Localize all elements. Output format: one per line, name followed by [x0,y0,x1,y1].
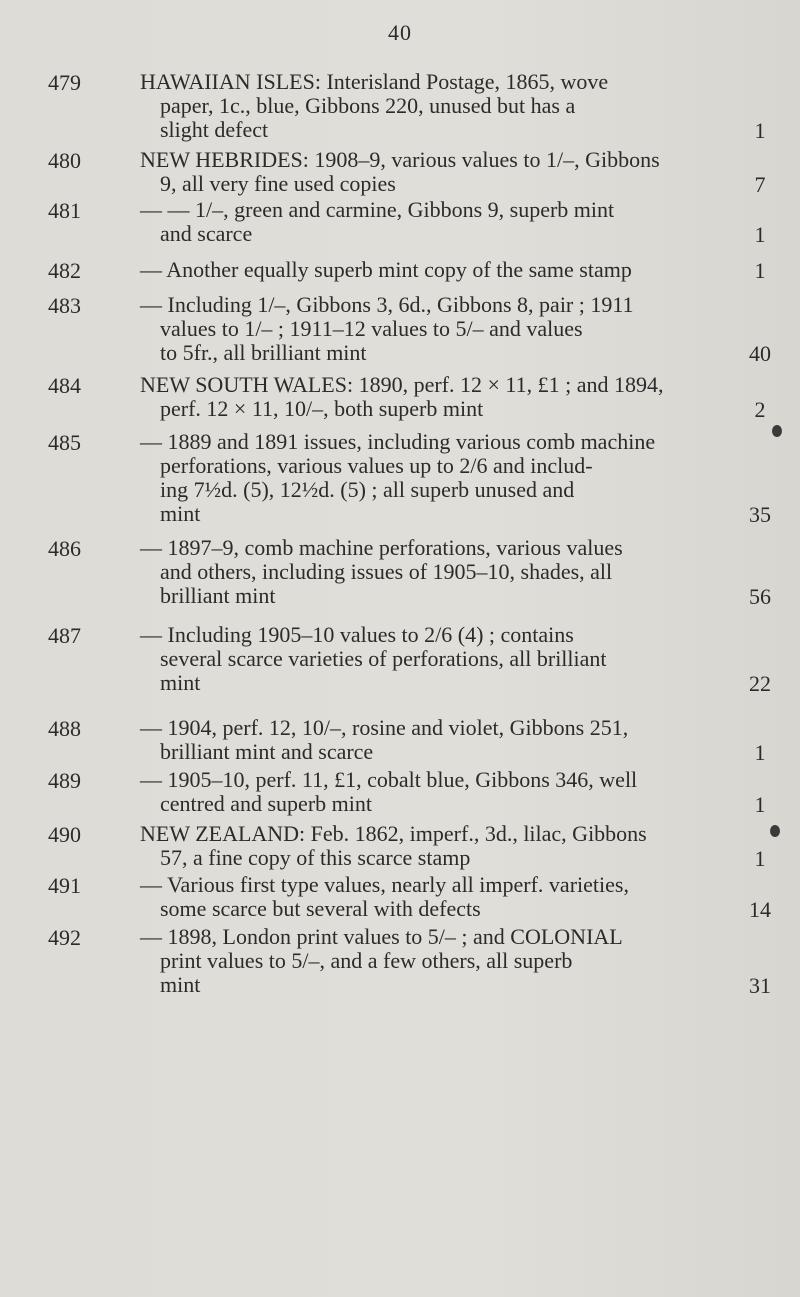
lot-description-line: and scarce [160,221,253,246]
lot-description [140,768,695,816]
lot-number: 479 [48,70,81,95]
lot-description-line: ing 7½d. (5), 12½d. (5) ; all superb unused and [160,477,575,502]
lot-description-line: brilliant mint [160,583,276,608]
lot-number: 484 [48,373,81,398]
lot-price: 35 [749,502,771,527]
lot-description-line: 57, a fine copy of this scarce stamp [160,845,471,870]
lot-price: 1 [754,258,766,283]
lot-price: 22 [749,671,771,696]
lot-description [140,873,695,921]
lot-description [140,373,695,421]
lot-description-line: centred and superb mint [160,791,372,816]
lot-description-line: — Including 1/–, Gibbons 3, 6d., Gibbons 8, pair ; 1911 [140,292,634,317]
lot-number: 482 [48,258,81,283]
lot-description-line: NEW SOUTH WALES: 1890, perf. 12 × 11, £1 ; and 1894, [140,372,664,397]
lot-description-line: some scarce but several with defects [160,896,481,921]
lot-description-line: slight defect [160,117,269,142]
lot-description-line: — 1905–10, perf. 11, £1, cobalt blue, Gibbons 346, well [140,767,638,792]
lot-description-line: perforations, various values up to 2/6 and includ- [160,453,593,478]
lot-description-line: to 5fr., all brilliant mint [160,340,367,365]
lot-description [140,293,695,365]
lot-number: 485 [48,430,81,455]
lot-price: 1 [754,740,766,765]
lot-price: 1 [754,118,766,143]
lot-description-line: print values to 5/–, and a few others, all superb [160,948,573,973]
lot-price: 7 [754,172,766,197]
lot-description [140,198,695,246]
lot-description-line: brilliant mint and scarce [160,739,374,764]
lot-price: 14 [749,897,771,922]
lot-description-line: — — 1/–, green and carmine, Gibbons 9, superb mint [140,197,615,222]
lot-price: 56 [749,584,771,609]
margin-mark [772,425,782,437]
lot-price: 2 [754,397,766,422]
lot-description [140,536,695,608]
lot-description-line: — 1897–9, comb machine perforations, various values [140,535,623,560]
lot-number: 481 [48,198,81,223]
lot-description-line: mint [160,972,201,997]
lot-description-line: several scarce varieties of perforations, all brilliant [160,646,607,671]
lot-description-line: — 1904, perf. 12, 10/–, rosine and violet, Gibbons 251, [140,715,629,740]
lot-description-line: values to 1/– ; 1911–12 values to 5/– and values [160,316,583,341]
lot-description-line: — 1898, London print values to 5/– ; and COLONIAL [140,924,623,949]
lot-number: 489 [48,768,81,793]
lot-description-line: — Including 1905–10 values to 2/6 (4) ; contains [140,622,574,647]
lot-price: 1 [754,846,766,871]
lot-description-line: paper, 1c., blue, Gibbons 220, unused but has a [160,93,576,118]
lot-description-line: — Another equally superb mint copy of the same stamp [140,257,632,282]
lot-description-line: — 1889 and 1891 issues, including various comb machine [140,429,656,454]
lot-description [140,70,695,142]
lot-number: 483 [48,293,81,318]
lot-price: 1 [754,792,766,817]
lot-description-line: 9, all very fine used copies [160,171,396,196]
lot-number: 480 [48,148,81,173]
lot-number: 486 [48,536,81,561]
lot-number: 491 [48,873,81,898]
lot-description [140,716,695,764]
lot-description-line: — Various first type values, nearly all imperf. varieties, [140,872,629,897]
margin-mark [770,825,780,837]
lot-description [140,430,695,526]
lot-description-line: HAWAIIAN ISLES: Interisland Postage, 1865, wove [140,69,609,94]
lot-number: 487 [48,623,81,648]
lot-description-line: NEW ZEALAND: Feb. 1862, imperf., 3d., lilac, Gibbons [140,821,647,846]
lot-description [140,925,695,997]
lot-number: 488 [48,716,81,741]
lot-description [140,258,695,282]
lot-description-line: mint [160,670,201,695]
lot-description [140,148,695,196]
lot-description [140,623,695,695]
lot-number: 490 [48,822,81,847]
lot-price: 31 [749,973,771,998]
lot-description-line: NEW HEBRIDES: 1908–9, various values to 1/–, Gibbons [140,147,660,172]
lot-description-line: perf. 12 × 11, 10/–, both superb mint [160,396,484,421]
page-number: 40 [388,20,412,45]
lot-number: 492 [48,925,81,950]
lot-description [140,822,695,870]
lot-price: 40 [749,341,771,366]
lot-price: 1 [754,222,766,247]
lot-description-line: and others, including issues of 1905–10, shades, all [160,559,613,584]
lot-description-line: mint [160,501,201,526]
